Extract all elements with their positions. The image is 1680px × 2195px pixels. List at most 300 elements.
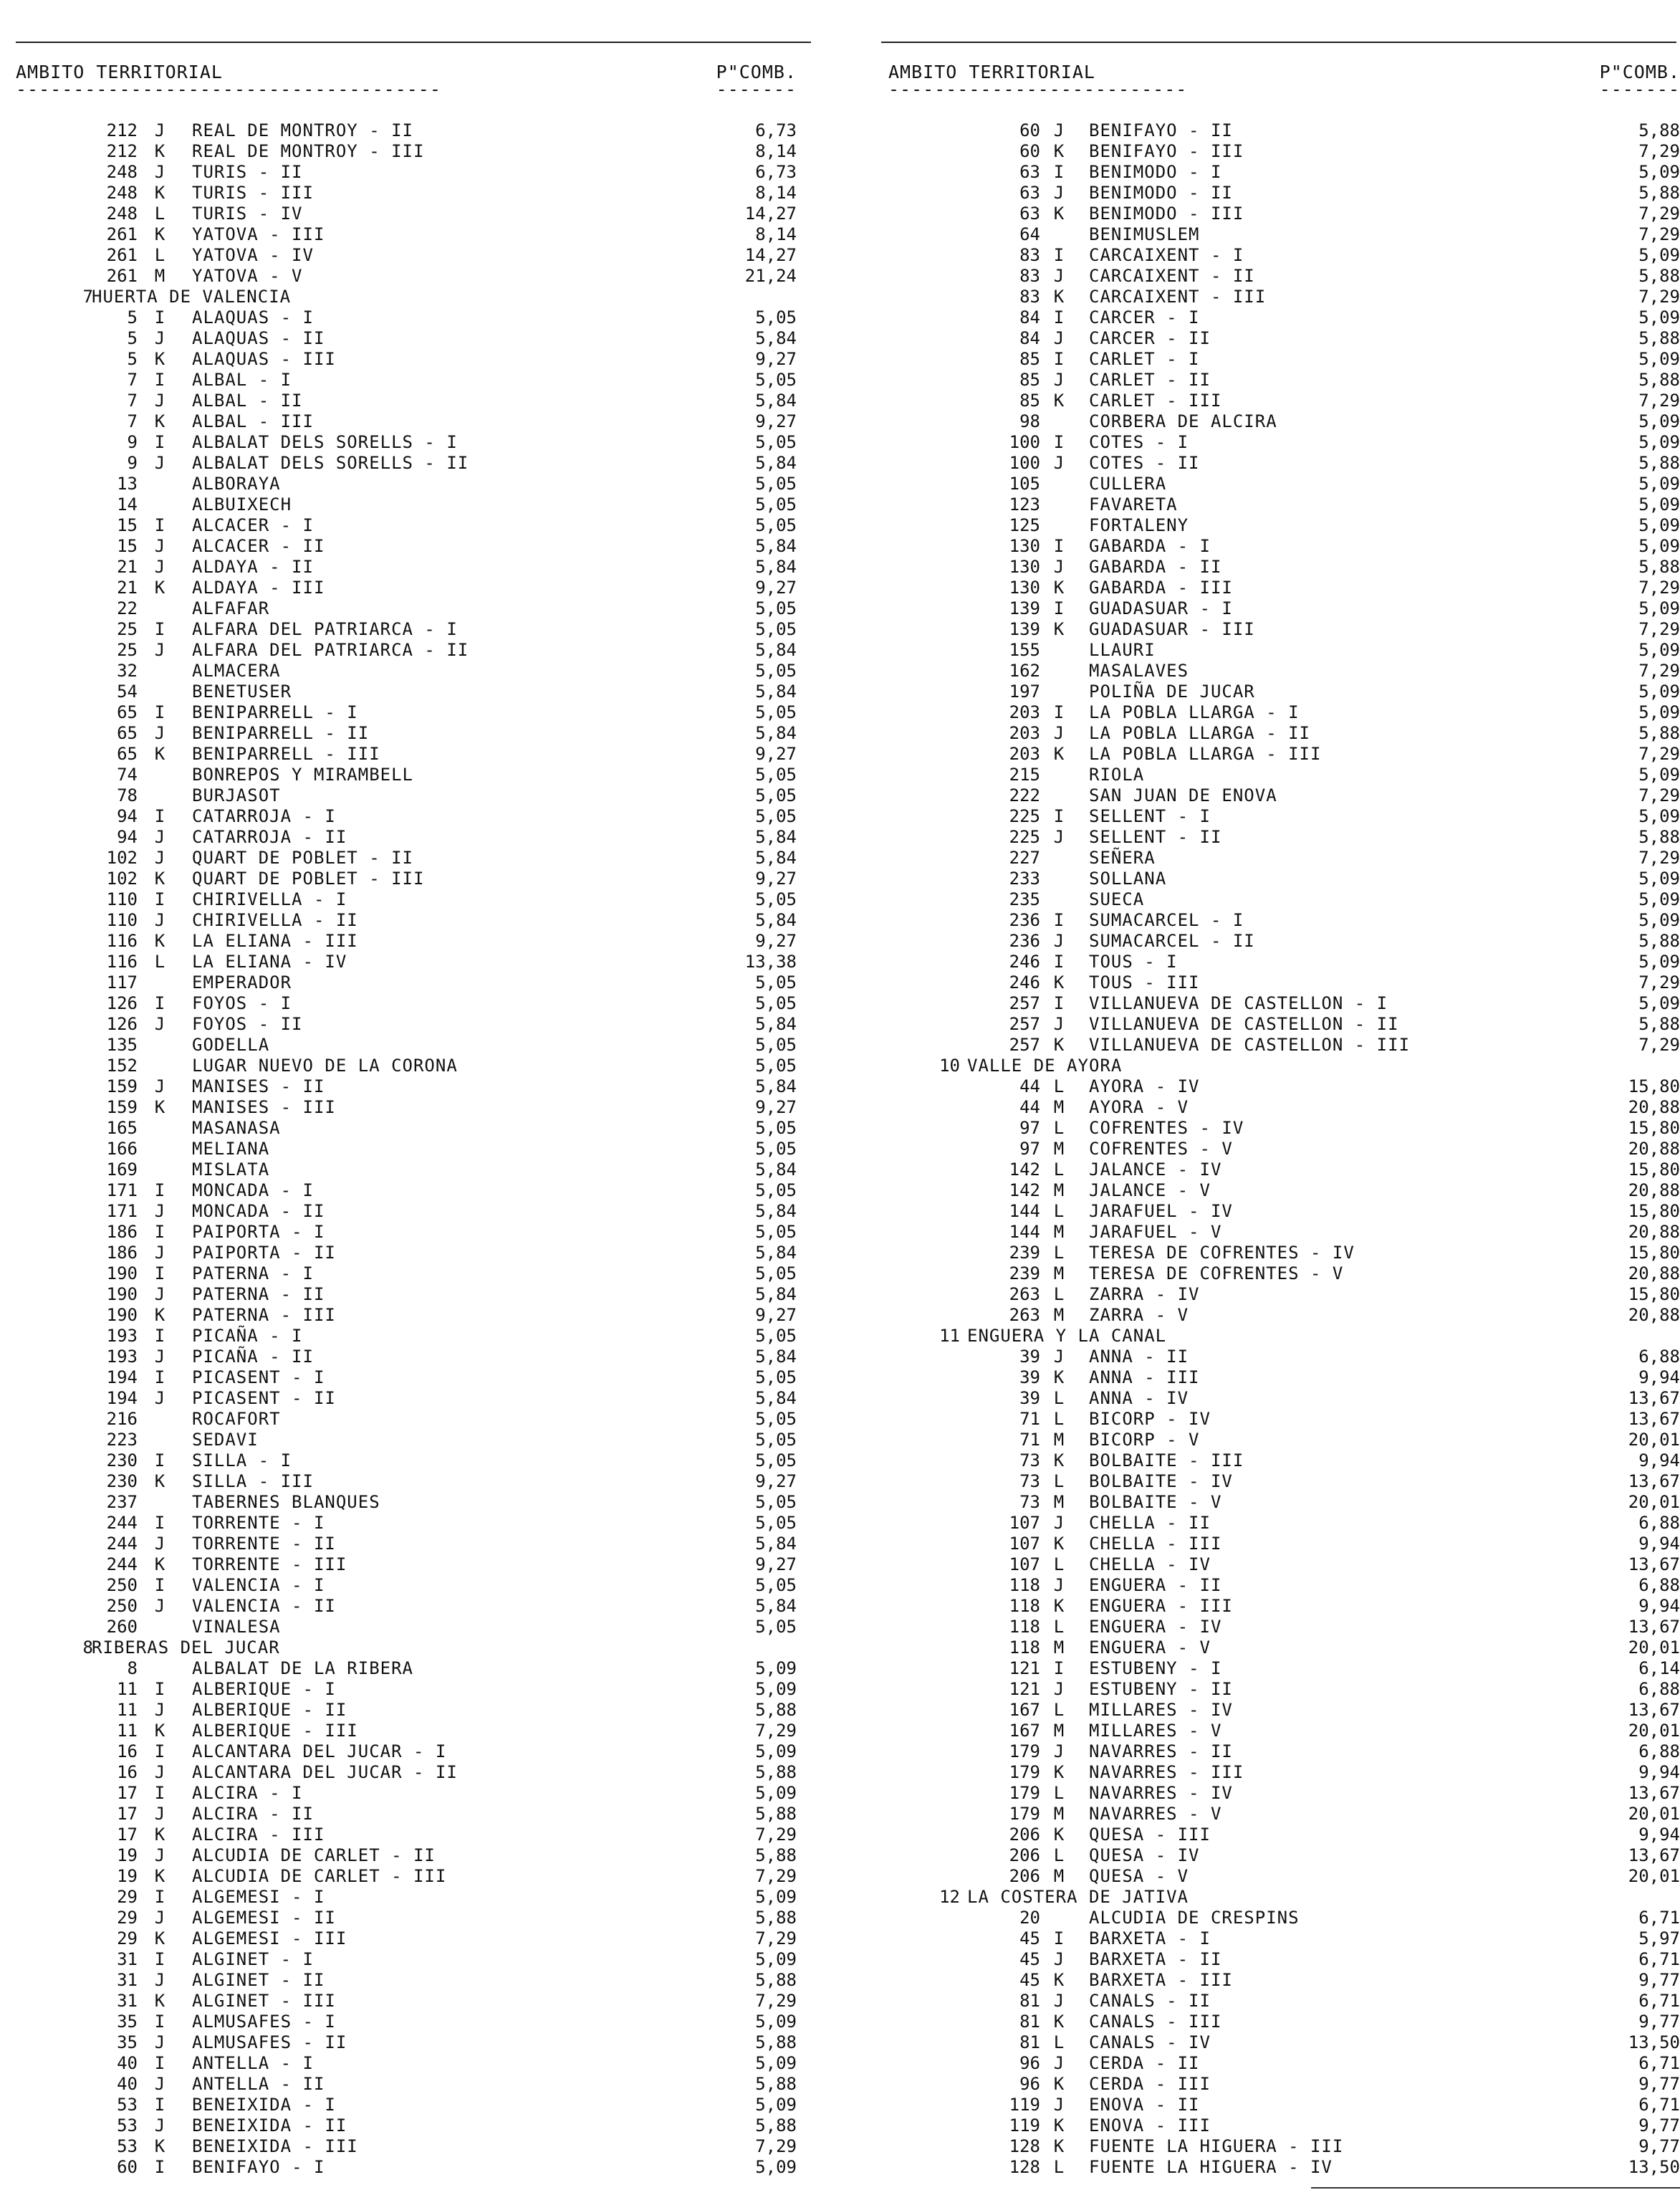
section-heading-row	[881, 1326, 1680, 1347]
cell-name: MISLATA	[192, 1159, 270, 1180]
cell-val: 5,05	[755, 1450, 797, 1470]
table-row	[881, 889, 1680, 910]
section-heading-row	[881, 1887, 1680, 1908]
cell-code: 71	[1019, 1409, 1040, 1429]
cell-name: CARLET - II	[1089, 370, 1211, 390]
table-row	[0, 1949, 817, 1970]
cell-let: J	[154, 453, 165, 473]
cell-name: CANALS - II	[1089, 1991, 1211, 2011]
cell-code: 263	[1009, 1284, 1040, 1304]
table-row	[881, 141, 1680, 162]
table-row	[0, 2053, 817, 2074]
cell-let: J	[154, 1201, 165, 1221]
cell-name: BICORP - IV	[1089, 1409, 1211, 1429]
cell-val: 7,29	[1638, 785, 1680, 805]
cell-name: FORTALENY	[1089, 515, 1189, 535]
cell-code: 236	[1009, 931, 1040, 951]
table-row	[881, 1596, 1680, 1617]
cell-val: 6,14	[1638, 1658, 1680, 1678]
table-row	[0, 1825, 817, 1845]
cell-name: BOLBAITE - IV	[1089, 1471, 1233, 1491]
table-row	[881, 1347, 1680, 1367]
cell-code: 257	[1009, 1035, 1040, 1055]
cell-name: PAIPORTA - I	[192, 1222, 325, 1242]
cell-val: 6,88	[1638, 1679, 1680, 1699]
column-header-value: P"COMB.	[716, 62, 797, 82]
table-row	[881, 1513, 1680, 1534]
table-row	[881, 1035, 1680, 1056]
cell-code: 119	[1009, 2115, 1040, 2136]
cell-code: 60	[1019, 141, 1040, 161]
table-row	[881, 1658, 1680, 1679]
cell-val: 20,88	[1628, 1305, 1680, 1325]
cell-code: 14	[117, 494, 138, 515]
table-row	[881, 1388, 1680, 1409]
cell-code: 40	[117, 2053, 138, 2073]
cell-val: 5,88	[755, 1804, 797, 1824]
cell-let: J	[154, 2074, 165, 2094]
cell-name: CARCER - II	[1089, 328, 1211, 348]
table-row	[881, 307, 1680, 328]
table-row	[881, 2053, 1680, 2074]
cell-name: YATOVA - III	[192, 224, 325, 244]
cell-val: 5,09	[1638, 474, 1680, 494]
cell-name: COTES - I	[1089, 432, 1189, 452]
cell-code: 118	[1009, 1617, 1040, 1637]
cell-code: 39	[1019, 1388, 1040, 1408]
cell-code: 194	[106, 1367, 138, 1387]
cell-val: 5,09	[1638, 432, 1680, 452]
cell-let: J	[1053, 1949, 1065, 1969]
cell-code: 25	[117, 619, 138, 639]
cell-val: 5,05	[755, 889, 797, 909]
cell-code: 118	[1009, 1596, 1040, 1616]
cell-code: 9	[127, 453, 138, 473]
header-underline-value: -------	[716, 79, 797, 100]
cell-name: ALFARA DEL PATRIARCA - I	[192, 619, 458, 639]
cell-let: K	[154, 1721, 165, 1741]
cell-let: K	[154, 141, 165, 161]
cell-name: RIOLA	[1089, 765, 1145, 785]
cell-name: LA POBLA LLARGA - III	[1089, 744, 1322, 764]
cell-val: 5,84	[755, 682, 797, 702]
cell-code: 5	[127, 349, 138, 369]
cell-name: LLAURI	[1089, 640, 1156, 660]
cell-val: 5,84	[755, 557, 797, 577]
cell-let: J	[154, 1534, 165, 1554]
table-row	[881, 1180, 1680, 1201]
cell-code: 166	[106, 1139, 138, 1159]
cell-code: 215	[1009, 765, 1040, 785]
table-row	[0, 1762, 817, 1783]
cell-code: 179	[1009, 1741, 1040, 1761]
cell-val: 13,67	[1628, 1554, 1680, 1574]
table-row	[881, 328, 1680, 349]
cell-let: J	[154, 1243, 165, 1263]
table-row	[881, 806, 1680, 827]
cell-let: J	[154, 1970, 165, 1990]
table-row	[881, 1845, 1680, 1866]
cell-code: 8	[127, 1658, 138, 1678]
cell-code: 116	[106, 952, 138, 972]
cell-val: 6,71	[1638, 2095, 1680, 2115]
cell-let: J	[154, 1908, 165, 1928]
cell-name: ANNA - III	[1089, 1367, 1200, 1387]
cell-code: 227	[1009, 848, 1040, 868]
cell-let: J	[1053, 1513, 1065, 1533]
cell-code: 29	[117, 1928, 138, 1948]
table-row	[881, 765, 1680, 785]
cell-val: 5,88	[1638, 370, 1680, 390]
cell-code: 235	[1009, 889, 1040, 909]
cell-name: LA ELIANA - IV	[192, 952, 347, 972]
cell-let: L	[1053, 1845, 1065, 1865]
cell-code: 216	[106, 1409, 138, 1429]
cell-name: CHELLA - II	[1089, 1513, 1211, 1533]
cell-name: SUMACARCEL - II	[1089, 931, 1255, 951]
cell-val: 6,71	[1638, 1908, 1680, 1928]
cell-let: J	[1053, 557, 1065, 577]
cell-let: M	[1053, 1139, 1065, 1159]
cell-name: BENIFAYO - I	[192, 2157, 325, 2177]
cell-name: ALBALAT DE LA RIBERA	[192, 1658, 413, 1678]
table-row	[881, 1014, 1680, 1035]
cell-val: 9,27	[755, 1097, 797, 1117]
cell-val: 9,77	[1638, 2012, 1680, 2032]
cell-name: BENIFAYO - II	[1089, 120, 1233, 140]
cell-val: 5,09	[1638, 765, 1680, 785]
cell-code: 15	[117, 515, 138, 535]
table-row	[881, 1118, 1680, 1139]
cell-code: 85	[1019, 391, 1040, 411]
cell-val: 5,09	[755, 2095, 797, 2115]
cell-let: L	[154, 245, 165, 265]
cell-let: J	[154, 1596, 165, 1616]
section-code: 12	[939, 1887, 960, 1907]
cell-val: 20,88	[1628, 1180, 1680, 1200]
cell-val: 5,05	[755, 1139, 797, 1159]
table-row	[0, 1991, 817, 2012]
cell-let: M	[1053, 1222, 1065, 1242]
cell-code: 162	[1009, 661, 1040, 681]
table-row	[0, 1409, 817, 1430]
cell-code: 203	[1009, 744, 1040, 764]
cell-let: K	[1053, 1825, 1065, 1845]
cell-code: 44	[1019, 1097, 1040, 1117]
cell-code: 17	[117, 1825, 138, 1845]
cell-let: J	[1053, 1741, 1065, 1761]
table-row	[881, 1762, 1680, 1783]
table-row	[0, 910, 817, 931]
cell-name: CHIRIVELLA - I	[192, 889, 347, 909]
cell-let: M	[1053, 1305, 1065, 1325]
cell-val: 5,84	[755, 640, 797, 660]
cell-code: 128	[1009, 2157, 1040, 2177]
cell-name: TOUS - I	[1089, 952, 1178, 972]
cell-val: 5,88	[755, 1970, 797, 1990]
cell-let: L	[1053, 1700, 1065, 1720]
cell-name: BARXETA - II	[1089, 1949, 1222, 1969]
cell-name: ALBERIQUE - II	[192, 1700, 347, 1720]
cell-code: 9	[127, 432, 138, 452]
cell-code: 130	[1009, 536, 1040, 556]
cell-let: J	[154, 1284, 165, 1304]
cell-val: 5,05	[755, 1492, 797, 1512]
table-row	[881, 2074, 1680, 2095]
cell-code: 179	[1009, 1783, 1040, 1803]
cell-code: 126	[106, 993, 138, 1013]
cell-name: CHIRIVELLA - II	[192, 910, 358, 930]
cell-let: K	[1053, 1970, 1065, 1990]
cell-let: J	[154, 391, 165, 411]
cell-name: MILLARES - IV	[1089, 1700, 1233, 1720]
cell-code: 73	[1019, 1492, 1040, 1512]
table-row	[0, 1928, 817, 1949]
cell-val: 5,88	[755, 1700, 797, 1720]
cell-val: 13,67	[1628, 1617, 1680, 1637]
table-row	[0, 1180, 817, 1201]
column-header-territory: AMBITO TERRITORIAL	[16, 62, 223, 82]
cell-code: 257	[1009, 993, 1040, 1013]
cell-code: 212	[106, 120, 138, 140]
cell-name: ANTELLA - II	[192, 2074, 325, 2094]
cell-val: 5,05	[755, 1326, 797, 1346]
cell-name: ALBALAT DELS SORELLS - II	[192, 453, 469, 473]
table-row	[0, 598, 817, 619]
cell-name: ANTELLA - I	[192, 2053, 314, 2073]
table-row	[881, 1201, 1680, 1222]
column-header-territory: AMBITO TERRITORIAL	[888, 62, 1095, 82]
cell-name: PATERNA - III	[192, 1305, 336, 1325]
cell-code: 135	[106, 1035, 138, 1055]
cell-let: L	[1053, 1201, 1065, 1221]
cell-code: 20	[1019, 1908, 1040, 1928]
cell-let: L	[1053, 1076, 1065, 1096]
cell-code: 144	[1009, 1201, 1040, 1221]
cell-name: ALGEMESI - I	[192, 1887, 325, 1907]
cell-code: 260	[106, 1617, 138, 1637]
cell-code: 118	[1009, 1637, 1040, 1658]
table-row	[881, 682, 1680, 702]
cell-let: K	[1053, 2115, 1065, 2136]
cell-val: 5,84	[755, 1284, 797, 1304]
cell-let: J	[1053, 1679, 1065, 1699]
cell-val: 13,67	[1628, 1471, 1680, 1491]
cell-name: TOUS - III	[1089, 972, 1200, 993]
cell-let: K	[154, 1866, 165, 1886]
cell-name: TORRENTE - II	[192, 1534, 336, 1554]
cell-name: BONREPOS Y MIRAMBELL	[192, 765, 413, 785]
cell-val: 7,29	[1638, 224, 1680, 244]
cell-code: 244	[106, 1513, 138, 1533]
table-row	[0, 1866, 817, 1887]
cell-name: COFRENTES - V	[1089, 1139, 1233, 1159]
cell-name: TERESA DE COFRENTES - IV	[1089, 1243, 1355, 1263]
table-row	[0, 827, 817, 848]
table-row	[0, 1721, 817, 1741]
cell-name: QUESA - IV	[1089, 1845, 1200, 1865]
cell-val: 5,05	[755, 1617, 797, 1637]
table-row	[881, 910, 1680, 931]
cell-name: ALBAL - II	[192, 391, 303, 411]
cell-val: 5,09	[1638, 245, 1680, 265]
cell-val: 5,84	[755, 1347, 797, 1367]
cell-val: 5,05	[755, 1222, 797, 1242]
table-row	[881, 972, 1680, 993]
cell-code: 40	[117, 2074, 138, 2094]
cell-let: I	[1053, 536, 1065, 556]
cell-val: 5,05	[755, 1575, 797, 1595]
cell-name: PICASENT - II	[192, 1388, 336, 1408]
cell-let: J	[1053, 827, 1065, 847]
section-heading-row	[0, 1637, 817, 1658]
section-name: ENGUERA Y LA CANAL	[967, 1326, 1167, 1346]
cell-val: 7,29	[1638, 619, 1680, 639]
cell-name: ZARRA - IV	[1089, 1284, 1200, 1304]
table-row	[0, 1201, 817, 1222]
cell-name: ENOVA - II	[1089, 2095, 1200, 2115]
cell-code: 32	[117, 661, 138, 681]
cell-let: I	[1053, 432, 1065, 452]
cell-code: 248	[106, 204, 138, 224]
cell-code: 5	[127, 328, 138, 348]
cell-let: K	[154, 931, 165, 951]
cell-name: TORRENTE - III	[192, 1554, 347, 1574]
cell-code: 71	[1019, 1430, 1040, 1450]
cell-val: 6,71	[1638, 1949, 1680, 1969]
section-heading-row	[881, 1056, 1680, 1076]
cell-code: 237	[106, 1492, 138, 1512]
cell-val: 5,09	[1638, 536, 1680, 556]
cell-val: 5,09	[755, 2053, 797, 2073]
cell-val: 5,05	[755, 515, 797, 535]
cell-code: 81	[1019, 2032, 1040, 2052]
cell-name: NAVARRES - III	[1089, 1762, 1244, 1782]
cell-code: 11	[117, 1721, 138, 1741]
cell-name: FAVARETA	[1089, 494, 1178, 515]
cell-name: MONCADA - II	[192, 1201, 325, 1221]
table-row	[881, 1139, 1680, 1159]
cell-code: 97	[1019, 1118, 1040, 1138]
table-row	[0, 1700, 817, 1721]
table-row	[0, 307, 817, 328]
cell-val: 20,88	[1628, 1139, 1680, 1159]
cell-name: ALBALAT DELS SORELLS - I	[192, 432, 458, 452]
cell-let: I	[154, 1887, 165, 1907]
cell-let: L	[1053, 1554, 1065, 1574]
cell-let: J	[154, 328, 165, 348]
cell-val: 5,05	[755, 1430, 797, 1450]
cell-val: 9,94	[1638, 1450, 1680, 1470]
cell-name: ALBERIQUE - III	[192, 1721, 358, 1741]
cell-let: I	[154, 1263, 165, 1283]
cell-val: 5,05	[755, 494, 797, 515]
cell-code: 179	[1009, 1804, 1040, 1824]
cell-code: 139	[1009, 619, 1040, 639]
cell-code: 63	[1019, 204, 1040, 224]
cell-code: 107	[1009, 1554, 1040, 1574]
table-row	[0, 1575, 817, 1596]
cell-let: J	[1053, 1014, 1065, 1034]
section-heading-row	[0, 287, 817, 307]
cell-let: I	[1053, 993, 1065, 1013]
cell-code: 25	[117, 640, 138, 660]
table-row	[881, 1450, 1680, 1471]
cell-let: L	[1053, 2032, 1065, 2052]
cell-code: 261	[106, 224, 138, 244]
table-row	[0, 723, 817, 744]
cell-let: L	[1053, 1409, 1065, 1429]
cell-code: 74	[117, 765, 138, 785]
cell-val: 9,77	[1638, 1970, 1680, 1990]
cell-val: 13,50	[1628, 2032, 1680, 2052]
cell-name: BENIPARRELL - II	[192, 723, 370, 743]
cell-code: 179	[1009, 1762, 1040, 1782]
cell-name: ALCIRA - III	[192, 1825, 325, 1845]
section-code: 8	[82, 1637, 93, 1658]
cell-let: I	[1053, 307, 1065, 327]
table-row	[881, 1409, 1680, 1430]
cell-val: 6,88	[1638, 1347, 1680, 1367]
cell-val: 5,88	[755, 1845, 797, 1865]
cell-val: 15,80	[1628, 1159, 1680, 1180]
cell-val: 5,88	[1638, 827, 1680, 847]
cell-val: 5,84	[755, 1014, 797, 1034]
cell-code: 78	[117, 785, 138, 805]
cell-code: 73	[1019, 1450, 1040, 1470]
cell-val: 5,09	[755, 2157, 797, 2177]
table-row	[0, 661, 817, 682]
table-row	[881, 1222, 1680, 1243]
table-row	[0, 1845, 817, 1866]
cell-let: K	[154, 869, 165, 889]
cell-val: 5,84	[755, 1159, 797, 1180]
table-row	[0, 744, 817, 765]
table-row	[881, 1721, 1680, 1741]
table-row	[0, 1804, 817, 1825]
cell-name: GUADASUAR - III	[1089, 619, 1255, 639]
cell-let: I	[154, 1783, 165, 1803]
cell-name: ALFARA DEL PATRIARCA - II	[192, 640, 469, 660]
cell-code: 96	[1019, 2074, 1040, 2094]
cell-name: JARAFUEL - IV	[1089, 1201, 1233, 1221]
cell-name: BENIMODO - III	[1089, 204, 1244, 224]
cell-let: J	[154, 723, 165, 743]
cell-let: I	[1053, 162, 1065, 182]
table-row	[881, 1305, 1680, 1326]
cell-val: 5,09	[1638, 952, 1680, 972]
cell-name: FUENTE LA HIGUERA - IV	[1089, 2157, 1333, 2177]
table-row	[0, 1887, 817, 1908]
table-row	[881, 702, 1680, 723]
cell-name: CHELLA - III	[1089, 1534, 1222, 1554]
cell-let: I	[1053, 952, 1065, 972]
cell-let: L	[1053, 1617, 1065, 1637]
cell-name: TURIS - IV	[192, 204, 303, 224]
cell-name: COTES - II	[1089, 453, 1200, 473]
cell-name: ALGINET - I	[192, 1949, 314, 1969]
cell-val: 5,84	[755, 1076, 797, 1096]
cell-code: 239	[1009, 1243, 1040, 1263]
cell-code: 142	[1009, 1180, 1040, 1200]
cell-code: 83	[1019, 245, 1040, 265]
cell-code: 64	[1019, 224, 1040, 244]
cell-code: 35	[117, 2032, 138, 2052]
table-row	[881, 661, 1680, 682]
cell-name: BENEIXIDA - III	[192, 2136, 358, 2156]
cell-name: CATARROJA - II	[192, 827, 347, 847]
cell-code: 116	[106, 931, 138, 951]
